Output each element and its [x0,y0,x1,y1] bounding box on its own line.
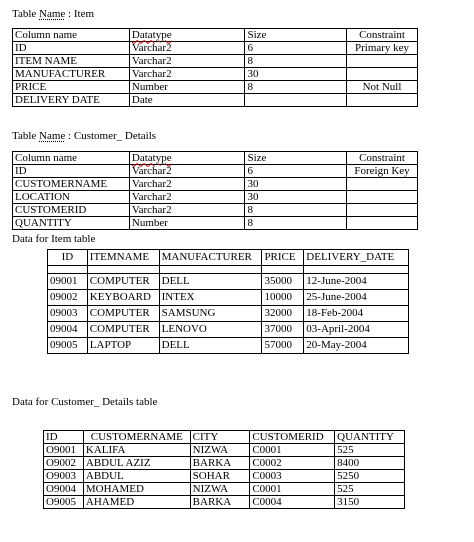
datatype-header: Datatype [129,152,245,165]
customer-data-table [43,430,405,509]
table-row: 09005 LAPTOP DELL 57000 20-May-2004 [48,338,409,354]
customer-table-title: Table Name : Customer_ Details [12,130,157,142]
table-header-row: Column name Datatype Size Constraint [13,29,418,42]
item-schema-table [12,28,418,107]
table-header-row: ID CUSTOMERNAME CITY CUSTOMERID QUANTITY [44,431,405,444]
table-row: MANUFACTURER Varchar2 30 [13,68,418,81]
table-spacer-row [48,266,409,274]
item-data-table [47,249,409,354]
table-row: O9005 AHAMED BARKA C0004 3150 [44,496,405,509]
customer-data-title: Data for Customer_ Details table [12,396,158,408]
table-row: O9002 ABDUL AZIZ BARKA C0002 8400 [44,457,405,470]
item-table-title: Table Name : Item [12,8,95,20]
table-row: PRICE Number 8 Not Null [13,81,418,94]
customer-schema-table [12,151,418,230]
table-header-row: Column name Datatype Size Constraint [13,152,418,165]
table-row: CUSTOMERNAME Varchar2 30 [13,178,418,191]
table-row: ID Varchar2 6 Primary key [13,42,418,55]
table-row: 09003 COMPUTER SAMSUNG 32000 18-Feb-2004 [48,306,409,322]
datatype-header: Datatype [129,29,245,42]
item-data-title: Data for Item table [12,233,96,245]
table-row: LOCATION Varchar2 30 [13,191,418,204]
table-row: 09002 KEYBOARD INTEX 10000 25-June-2004 [48,290,409,306]
table-row: O9004 MOHAMED NIZWA C0001 525 [44,483,405,496]
table-header-row: ID ITEMNAME MANUFACTURER PRICE DELIVERY_DATE [48,250,409,266]
table-row: O9001 KALIFA NIZWA C0001 525 [44,444,405,457]
table-row: ITEM NAME Varchar2 8 [13,55,418,68]
table-row: ID Varchar2 6 Foreign Key [13,165,418,178]
table-row: QUANTITY Number 8 [13,217,418,230]
table-row: DELIVERY DATE Date [13,94,418,107]
table-row: 09001 COMPUTER DELL 35000 12-June-2004 [48,274,409,290]
table-row: O9003 ABDUL SOHAR C0003 5250 [44,470,405,483]
table-row: CUSTOMERID Varchar2 8 [13,204,418,217]
table-row: 09004 COMPUTER LENOVO 37000 03-April-2004 [48,322,409,338]
